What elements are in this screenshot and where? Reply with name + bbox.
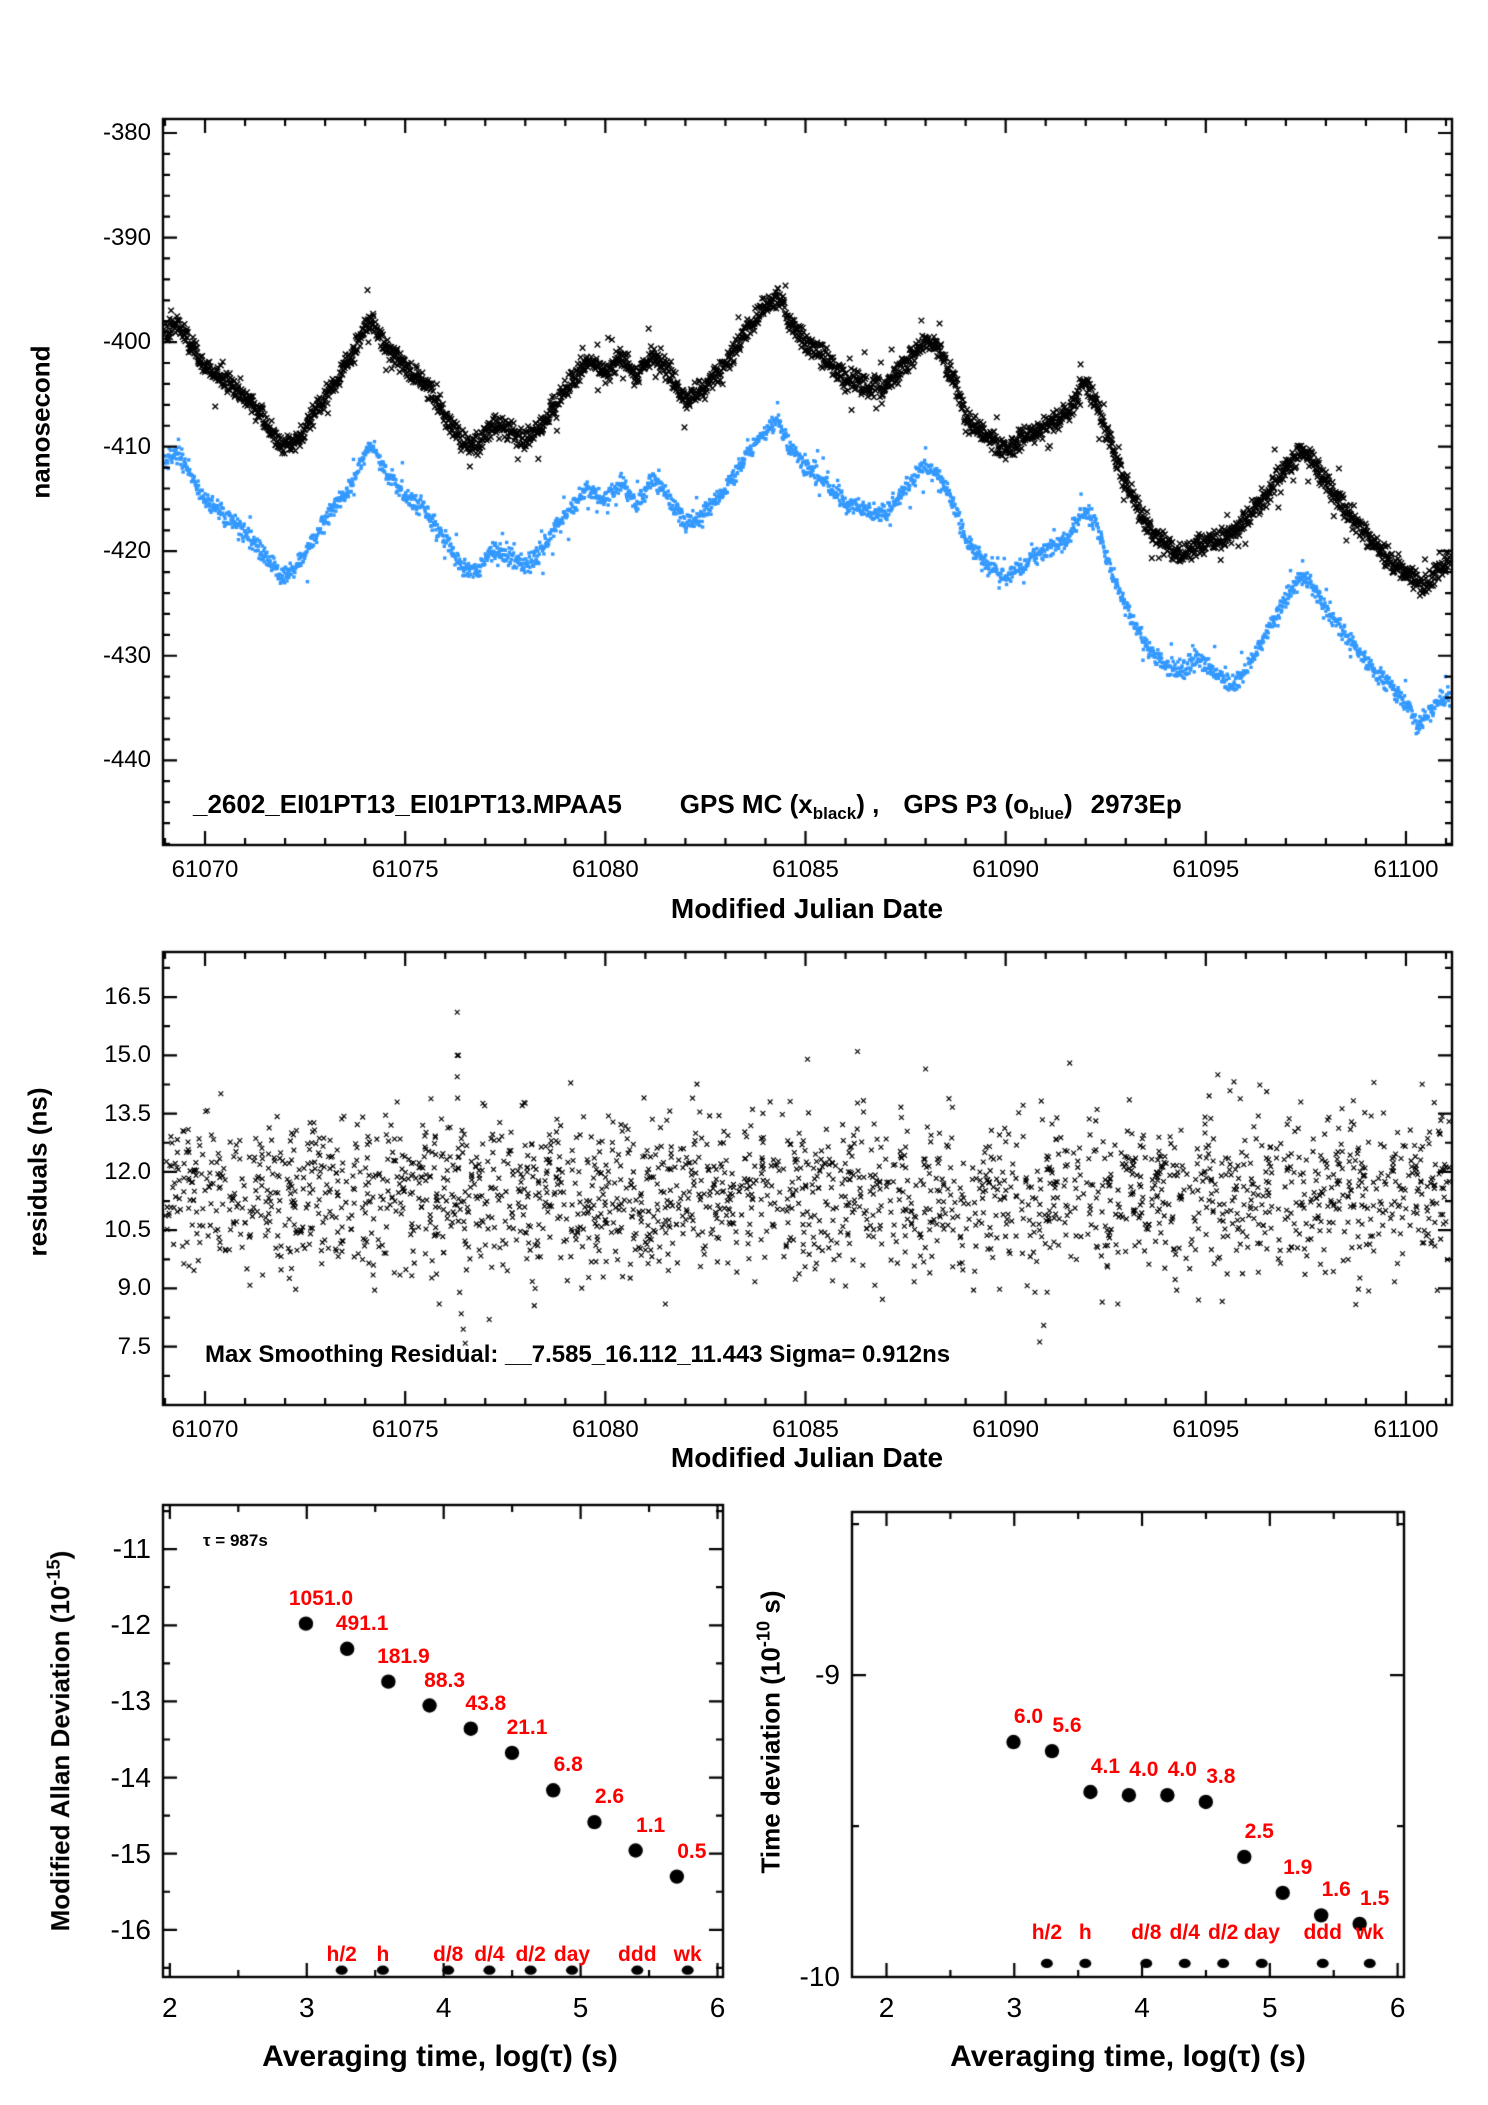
top-panel-y-axis-title: nanosecond — [25, 345, 56, 499]
residuals-y-axis-title: residuals (ns) — [22, 1087, 53, 1257]
x-tick-label: 61075 — [371, 856, 439, 883]
y-tick-label: -10 — [799, 1961, 840, 1992]
baseline-interval-label: wk — [673, 1942, 702, 1966]
legend-series2: GPS P3 $(o_{blue})$ — [903, 789, 1073, 824]
point-value-label: 3.8 — [1206, 1764, 1236, 1788]
baseline-interval-label: d/4 — [1169, 1921, 1200, 1945]
baseline-interval-label: h/2 — [1031, 1921, 1063, 1945]
y-tick-label: 10.5 — [104, 1216, 151, 1244]
y-tick-label: -12 — [110, 1609, 151, 1641]
legend-file-id: _2602_EI01PT13_EI01PT13.MPAA5 — [193, 789, 622, 819]
x-tick-label: 3 — [1006, 1992, 1023, 2023]
y-tick-label: -440 — [102, 746, 151, 774]
x-tick-label: 61090 — [972, 1416, 1040, 1443]
residuals-x-axis-title: Modified Julian Date — [670, 1442, 944, 1473]
baseline-interval-label: d/2 — [1208, 1921, 1239, 1945]
point-value-label: 6.8 — [553, 1753, 583, 1777]
x-tick-label: 61070 — [171, 856, 239, 883]
x-tick-label: 61095 — [1172, 1416, 1240, 1443]
point-value-label: 2.5 — [1244, 1819, 1274, 1843]
baseline-interval-label: h — [376, 1942, 390, 1966]
x-tick-label: 61100 — [1373, 856, 1439, 883]
baseline-interval-label: h/2 — [326, 1942, 357, 1966]
x-tick-label: 61080 — [571, 856, 639, 883]
point-value-label: 2.6 — [594, 1785, 625, 1809]
x-tick-label: 61085 — [772, 1416, 839, 1443]
x-tick-label: 3 — [298, 1992, 315, 2023]
legend-epoch-count: 2973Ep — [1090, 789, 1182, 819]
y-tick-label: 9.0 — [117, 1274, 151, 1302]
baseline-interval-label: ddd — [618, 1942, 657, 1966]
x-tick-label: 61085 — [772, 856, 839, 883]
y-tick-label: -400 — [102, 328, 151, 356]
y-tick-label: -9 — [815, 1659, 840, 1691]
x-tick-label: 61095 — [1172, 856, 1240, 883]
tdev-y-axis-title: Time deviation ($10^{-10}$ s) — [753, 1590, 786, 1874]
y-tick-label: 16.5 — [104, 983, 151, 1011]
baseline-interval-label: day — [553, 1942, 591, 1966]
tau-note: τ = 987s — [203, 1531, 268, 1550]
top-panel-legend — [193, 789, 1182, 824]
point-value-label: 1.6 — [1321, 1878, 1351, 1902]
point-value-label: 1.9 — [1283, 1855, 1313, 1879]
baseline-interval-label: h — [1078, 1921, 1092, 1945]
point-value-label: 1051.0 — [288, 1586, 354, 1610]
y-tick-label: -16 — [110, 1913, 151, 1945]
top-panel-x-axis-title: Modified Julian Date — [670, 893, 944, 924]
y-tick-label: -380 — [102, 119, 151, 146]
x-tick-label: 61090 — [972, 856, 1040, 883]
mdev-y-axis-title: Modified Allan Deviation $(10^{-15})$ — [43, 1550, 76, 1932]
y-tick-label: -14 — [110, 1761, 151, 1793]
point-value-label: 1.1 — [636, 1813, 666, 1837]
point-value-label: 6.0 — [1013, 1705, 1044, 1729]
legend-series1: GPS MC $(x_{black})$ , — [679, 789, 880, 824]
x-tick-label: 2 — [162, 1992, 178, 2023]
y-tick-label: 12.0 — [104, 1157, 151, 1185]
point-value-label: 21.1 — [506, 1715, 548, 1739]
baseline-interval-label: d/8 — [1131, 1921, 1162, 1945]
x-tick-label: 61070 — [171, 1416, 239, 1443]
x-tick-label: 4 — [435, 1992, 452, 2023]
point-value-label: 4.1 — [1090, 1754, 1121, 1778]
residuals-annotation: Max Smoothing Residual: __7.585_16.112_11.443 Sigma= 0.912ns — [205, 1341, 951, 1368]
baseline-interval-label: d/8 — [433, 1942, 464, 1966]
y-tick-label: -390 — [102, 223, 151, 251]
x-tick-label: 5 — [572, 1992, 589, 2023]
x-tick-label: 6 — [709, 1992, 726, 2023]
baseline-interval-label: day — [1243, 1921, 1280, 1945]
mdev-x-axis-title: Averaging time, log(τ) (s) — [262, 2040, 618, 2073]
y-tick-label: -410 — [102, 432, 151, 460]
x-tick-label: 61075 — [371, 1416, 439, 1443]
x-tick-label: 6 — [1389, 1992, 1406, 2023]
y-tick-label: -11 — [112, 1533, 151, 1565]
point-value-label: 4.0 — [1129, 1758, 1159, 1782]
baseline-interval-label: d/4 — [474, 1942, 505, 1966]
baseline-interval-label: d/2 — [515, 1942, 546, 1966]
point-value-label: 0.5 — [677, 1839, 707, 1863]
baseline-interval-label: wk — [1355, 1921, 1384, 1945]
y-tick-label: -15 — [110, 1837, 151, 1869]
point-value-label: 491.1 — [335, 1611, 389, 1635]
point-value-label: 43.8 — [465, 1691, 507, 1715]
x-tick-label: 61100 — [1373, 1416, 1439, 1443]
y-tick-label: 15.0 — [104, 1041, 151, 1069]
x-tick-label: 61080 — [571, 1416, 639, 1443]
x-tick-label: 2 — [878, 1992, 895, 2023]
point-value-label: 1.5 — [1360, 1886, 1390, 1910]
point-value-label: 4.0 — [1167, 1758, 1197, 1782]
x-tick-label: 5 — [1262, 1992, 1278, 2023]
point-value-label: 181.9 — [377, 1644, 430, 1668]
y-tick-label: -430 — [102, 641, 151, 669]
point-value-label: 5.6 — [1052, 1714, 1082, 1738]
y-tick-label: -420 — [102, 537, 151, 565]
x-tick-label: 4 — [1134, 1992, 1150, 2023]
y-tick-label: 7.5 — [117, 1332, 151, 1360]
tdev-x-axis-title: Averaging time, log(τ) (s) — [950, 2040, 1306, 2073]
y-tick-label: 13.5 — [104, 1099, 151, 1127]
baseline-interval-label: ddd — [1303, 1921, 1342, 1945]
point-value-label: 88.3 — [424, 1668, 466, 1692]
y-tick-label: -13 — [110, 1685, 151, 1717]
